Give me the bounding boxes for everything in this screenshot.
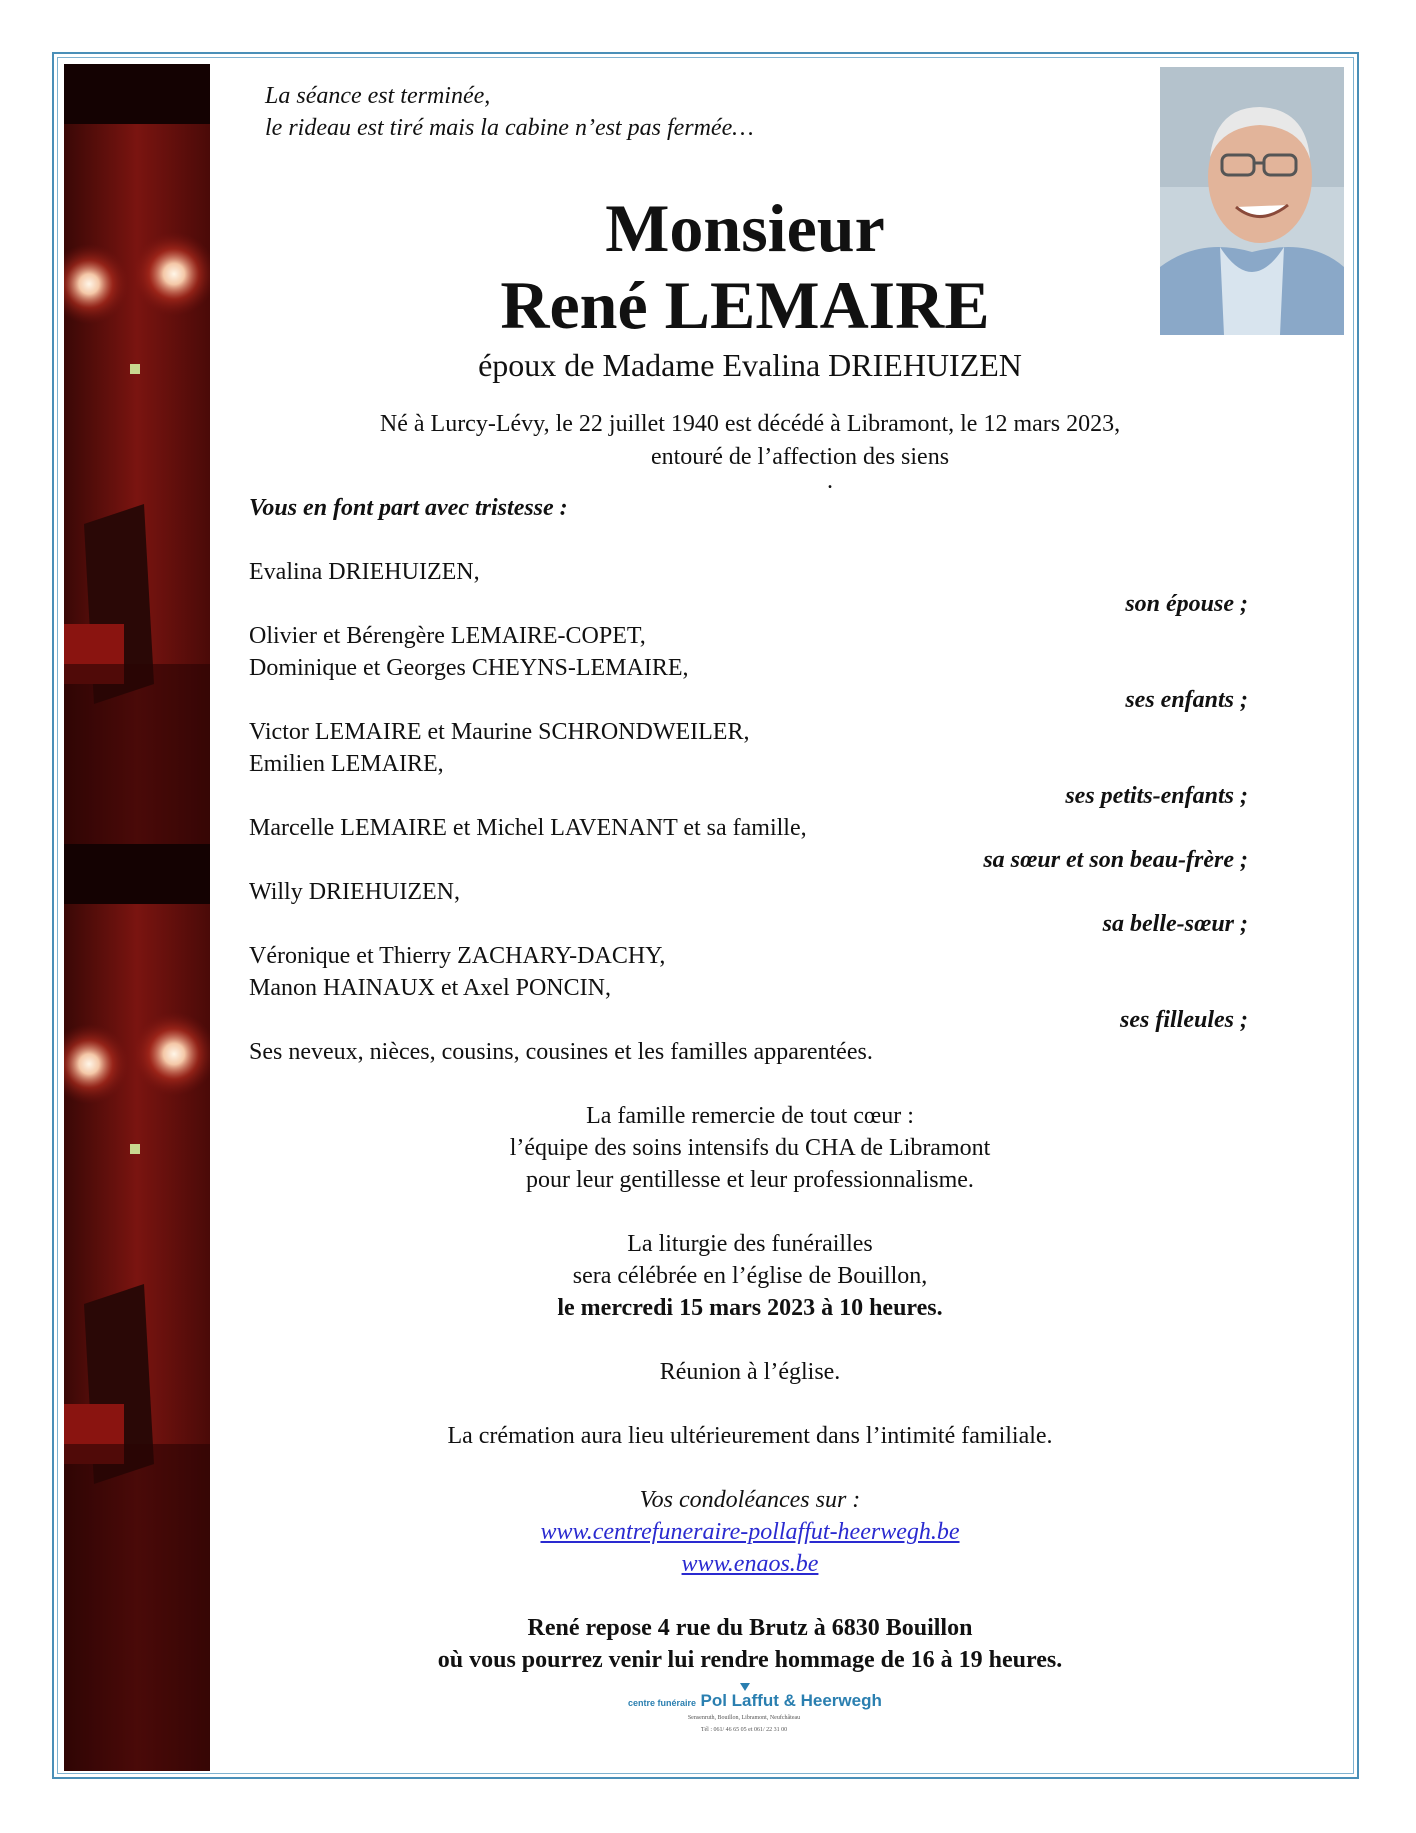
relation-label: ses petits-enfants ; (1065, 783, 1248, 809)
birth-death-line-2: entouré de l’affection des siens (650, 444, 950, 470)
deceased-name: René LEMAIRE (500, 267, 990, 343)
relation-label: sa sœur et son beau-frère ; (983, 847, 1248, 873)
spouse-line: époux de Madame Evalina DRIEHUIZEN (478, 347, 1022, 383)
decorative-theatre-strip (64, 64, 210, 1771)
relation-label: ses filleules ; (1120, 1007, 1248, 1033)
logo-phone: Tél : 061/ 46 65 05 et 061/ 22 31 00 (700, 1727, 788, 1733)
liturgy-line-2: sera célébrée en l’église de Bouillon, (572, 1263, 928, 1289)
family-closing: Ses neveux, nièces, cousins, cousines et les familles apparentées. (249, 1039, 873, 1065)
liturgy-line-1: La liturgie des funérailles (627, 1231, 873, 1257)
family-name: Victor LEMAIRE et Maurine SCHRONDWEILER, (249, 719, 750, 745)
condolences-link-2-row (250, 1548, 1250, 1581)
thanks-line-1: La famille remercie de tout cœur : (586, 1103, 914, 1129)
birth-death-line-1: Né à Lurcy-Lévy, le 22 juillet 1940 est décédé à Libramont, le 12 mars 2023, (379, 411, 1121, 437)
reunion-line: Réunion à l’église. (659, 1359, 841, 1385)
thanks-line-2: l’équipe des soins intensifs du CHA de Libramont (509, 1135, 991, 1161)
condolences-label: Vos condoléances sur : (639, 1487, 861, 1513)
condolences-link-2[interactable]: www.enaos.be (681, 1551, 819, 1577)
strip-tile-bottom (64, 844, 210, 1771)
thanks-line-3: pour leur gentillesse et leur professionnalisme. (526, 1167, 974, 1193)
relation-label: ses enfants ; (1125, 687, 1248, 713)
theatre-image (64, 64, 210, 1771)
relation-label: sa belle-sœur ; (1102, 911, 1248, 937)
epigraph-line-1: La séance est terminée, (265, 83, 491, 109)
family-name: Véronique et Thierry ZACHARY-DACHY, (249, 943, 666, 969)
announce-heading: Vous en font part avec tristesse : (249, 495, 568, 521)
condolences-link-1[interactable]: www.centrefuneraire-pollaffut-heerwegh.be (540, 1519, 960, 1545)
family-name: Marcelle LEMAIRE et Michel LAVENANT et sa famille, (249, 815, 807, 841)
cremation-line: La crémation aura lieu ultérieurement dans l’intimité familiale. (447, 1423, 1053, 1449)
family-name: Dominique et Georges CHEYNS-LEMAIRE, (249, 655, 689, 681)
funeral-home-logo (628, 1683, 882, 1745)
portrait-image (1160, 67, 1344, 335)
logo-triangle-icon (740, 1683, 750, 1691)
logo-prefix: centre funéraire (628, 1698, 697, 1708)
birth-death-dot: . (827, 468, 833, 494)
logo-title (628, 1691, 882, 1711)
family-name: Evalina DRIEHUIZEN, (249, 559, 480, 585)
logo-name: Pol Laffut & Heerwegh (700, 1691, 882, 1710)
logo-locations: Sensenruth, Bouillon, Libramont, Neufchâteau (687, 1715, 801, 1721)
strip-tile-top (64, 64, 210, 844)
honorific: Monsieur (605, 190, 885, 266)
liturgy-date: le mercredi 15 mars 2023 à 10 heures. (557, 1295, 943, 1321)
family-name: Manon HAINAUX et Axel PONCIN, (249, 975, 611, 1001)
visit-line-2: où vous pourrez venir lui rendre hommage de 16 à 19 heures. (437, 1647, 1063, 1673)
family-name: Willy DRIEHUIZEN, (249, 879, 460, 905)
relation-label: son épouse ; (1125, 591, 1248, 617)
portrait-photo (1160, 67, 1344, 335)
family-name: Olivier et Bérengère LEMAIRE-COPET, (249, 623, 646, 649)
epigraph (265, 80, 754, 144)
epigraph-line-2: le rideau est tiré mais la cabine n’est pas fermée… (265, 115, 754, 141)
visit-line-1: René repose 4 rue du Brutz à 6830 Bouillon (527, 1615, 973, 1641)
family-name: Emilien LEMAIRE, (249, 751, 444, 777)
condolences-link-1-row (250, 1516, 1250, 1549)
